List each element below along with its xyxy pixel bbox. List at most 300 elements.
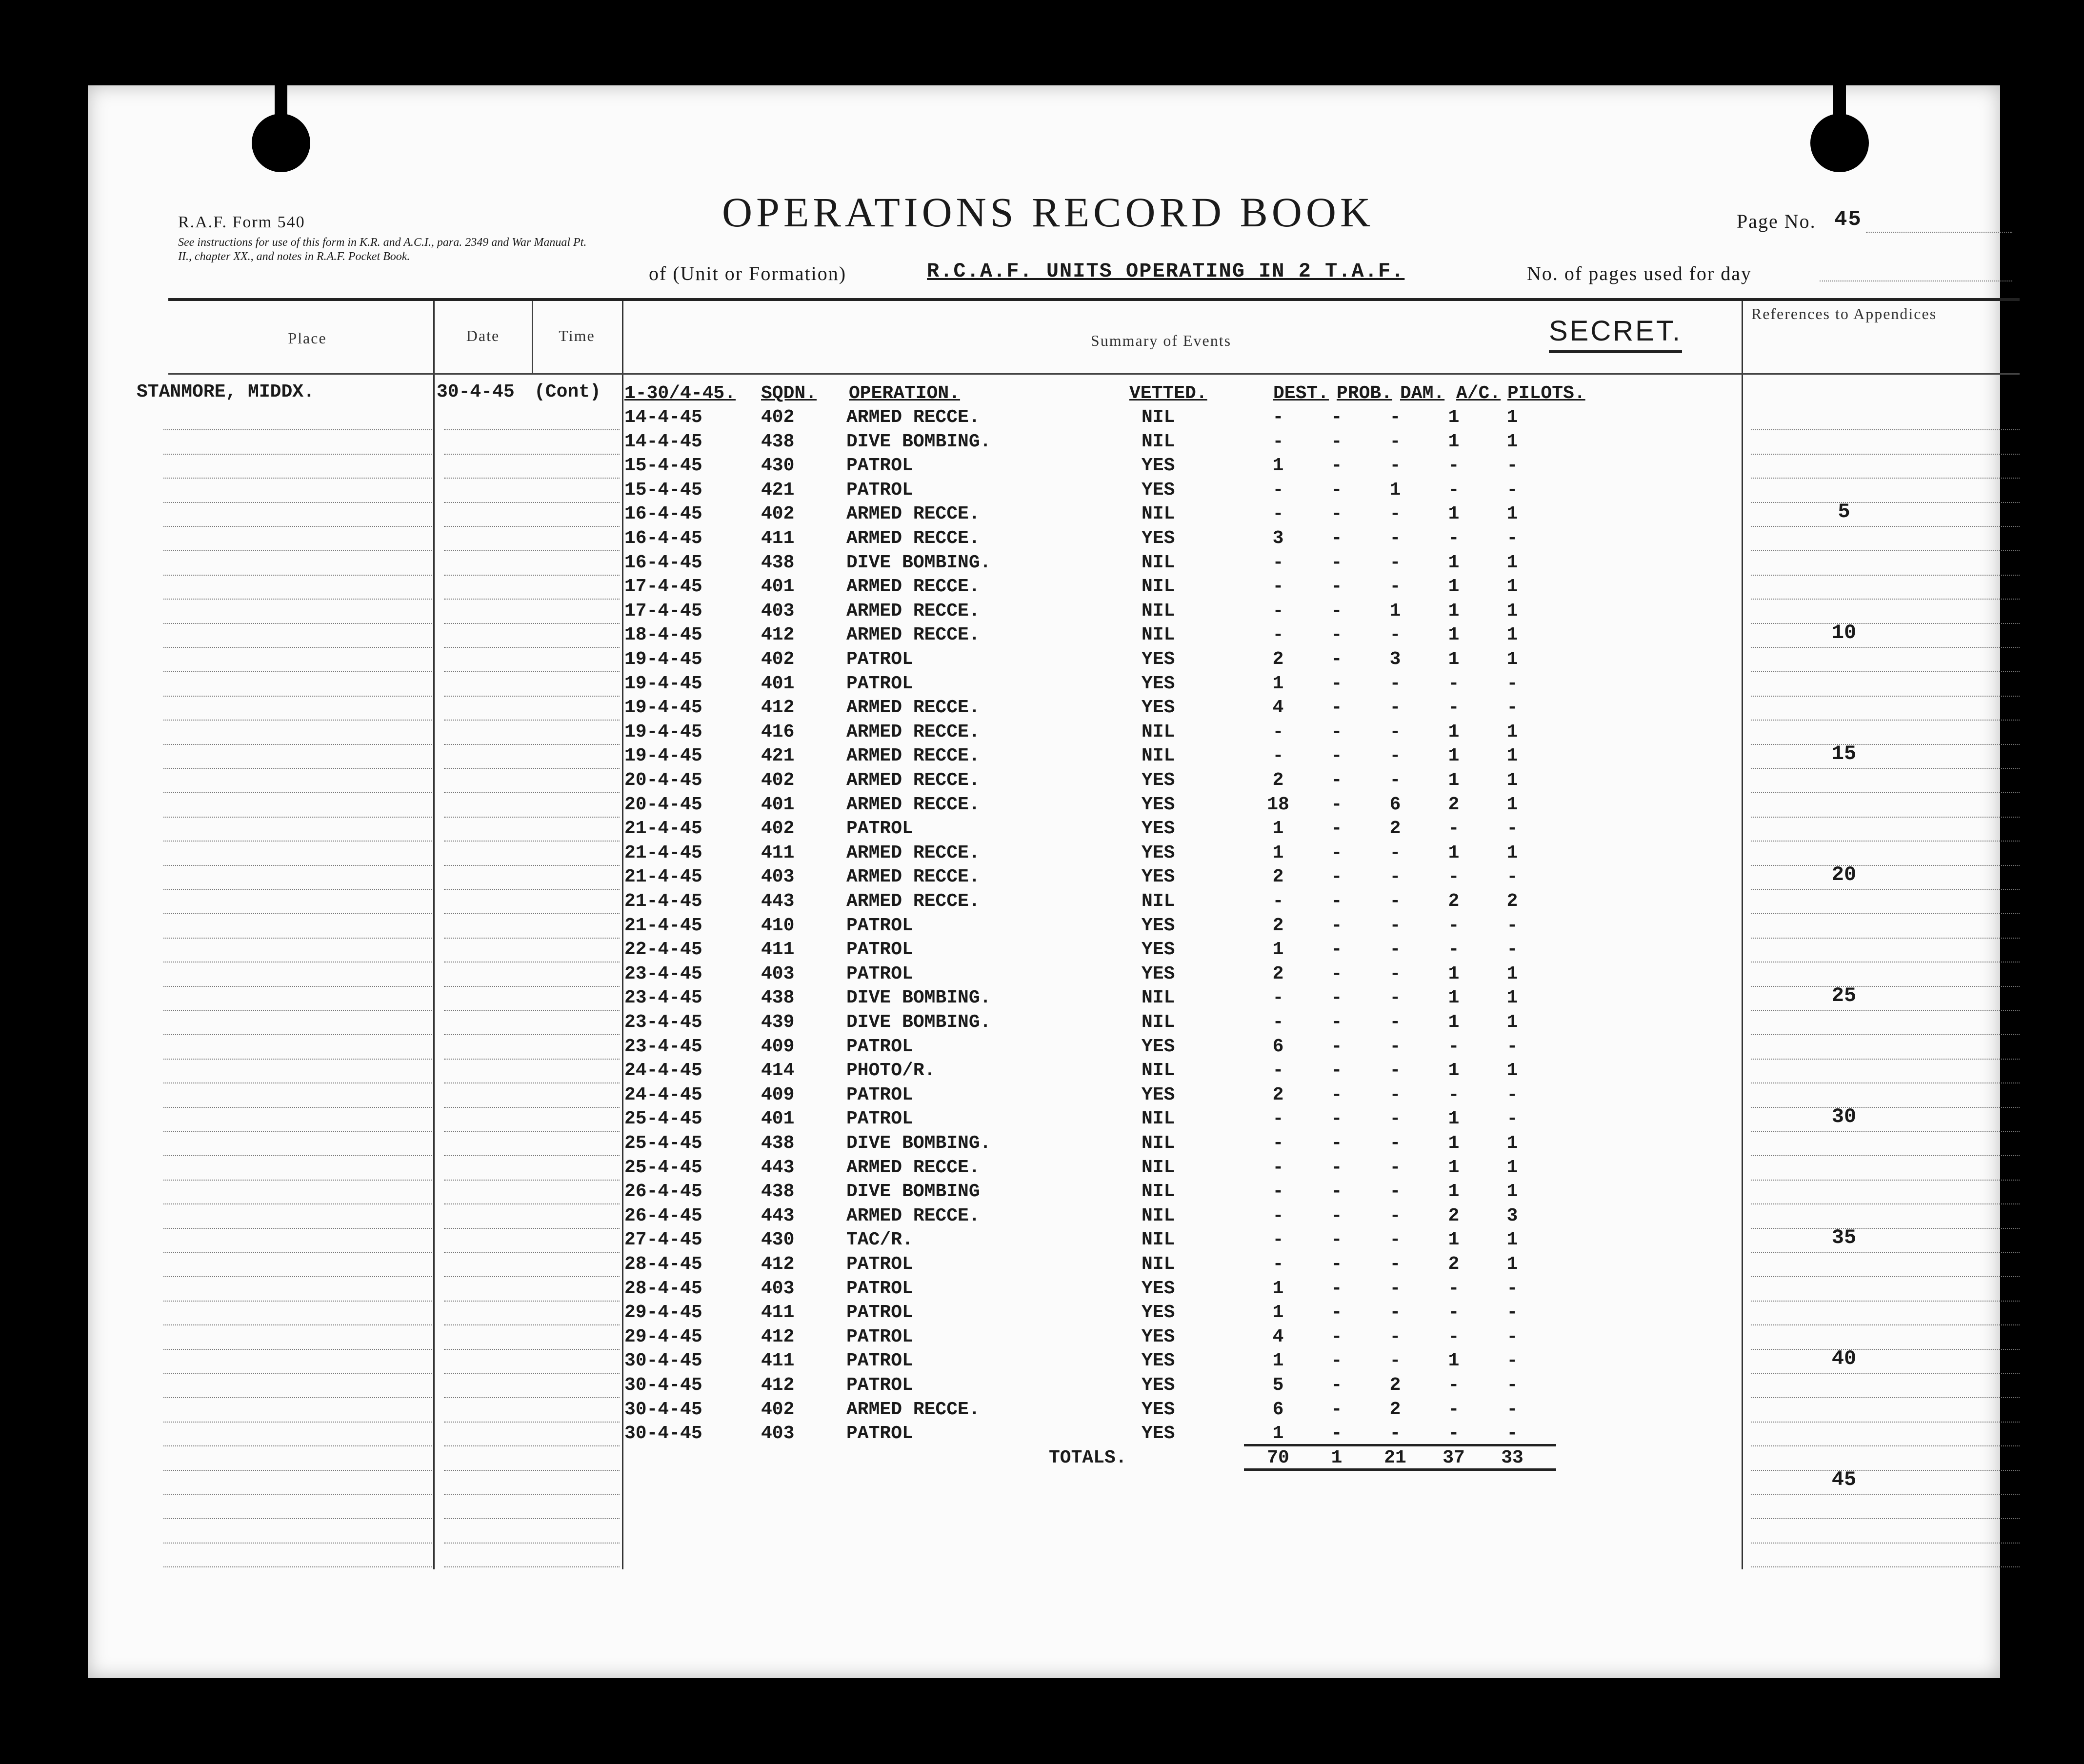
ruled-line [163, 1324, 432, 1325]
ruled-line [1751, 744, 2020, 745]
ruled-line [163, 526, 432, 527]
ruled-line [444, 1301, 620, 1302]
cell-vetted: NIL [1142, 1254, 1175, 1275]
cell-pilots: 1 [1506, 1254, 1518, 1275]
cell-sqdn: 402 [761, 1399, 795, 1420]
cell-ac: - [1448, 1326, 1460, 1347]
cell-vetted: NIL [1142, 1205, 1175, 1226]
header-operation: OPERATION. [849, 383, 961, 404]
cell-dest: 1 [1272, 1278, 1284, 1299]
cell-sqdn: 443 [761, 1205, 795, 1226]
ruled-line [1751, 720, 2020, 721]
cell-ac: 1 [1448, 431, 1460, 452]
cell-vetted: NIL [1142, 600, 1175, 621]
ruled-line [444, 1349, 620, 1350]
cell-sqdn: 411 [761, 1350, 795, 1372]
cell-sqdn: 403 [761, 1278, 795, 1299]
cell-pilots: 1 [1506, 1133, 1518, 1154]
header-vetted: VETTED. [1129, 383, 1207, 404]
ruled-line [1751, 671, 2020, 672]
ruled-line [1751, 647, 2020, 648]
ruled-line [163, 1180, 432, 1181]
ruled-line [444, 865, 620, 866]
cell-op: PATROL [846, 479, 913, 501]
header-ac: A/C. [1456, 383, 1501, 404]
cell-sqdn: 438 [761, 1181, 795, 1203]
ruled-line [444, 744, 620, 745]
cell-prob: - [1331, 528, 1343, 549]
cell-dam: - [1389, 770, 1401, 791]
cell-sqdn: 438 [761, 1133, 795, 1154]
cell-sqdn: 403 [761, 1423, 795, 1444]
cell-pilots: - [1506, 1326, 1518, 1347]
cell-dam: - [1389, 1181, 1401, 1203]
cell-op: PATROL [846, 1084, 913, 1105]
cell-dam: 2 [1389, 818, 1401, 840]
cell-pilots: - [1506, 1375, 1518, 1396]
cell-dest: 1 [1272, 1302, 1284, 1323]
cell-pilots: - [1506, 866, 1518, 888]
cell-date: 20-4-45 [624, 770, 702, 791]
cell-pilots: 1 [1506, 842, 1518, 863]
totals-dam: 21 [1384, 1447, 1406, 1468]
cell-vetted: YES [1142, 1350, 1175, 1372]
cell-sqdn: 412 [761, 624, 795, 646]
cell-prob: - [1331, 1254, 1343, 1275]
cell-sqdn: 421 [761, 479, 795, 501]
form-instructions: See instructions for use of this form in K.R. and A.C.I., para. 2349 and War Manual Pt. II., chapter XX., and notes in R.A.F. Pocket Book. [178, 236, 587, 263]
cell-pilots: 1 [1506, 963, 1518, 984]
cell-op: ARMED RECCE. [846, 721, 980, 742]
cell-date: 28-4-45 [624, 1254, 702, 1275]
cell-dam: - [1389, 697, 1401, 719]
cell-prob: - [1331, 1399, 1343, 1420]
cell-pilots: 1 [1506, 1157, 1518, 1178]
cell-dest: - [1272, 1205, 1284, 1226]
ruled-line [444, 599, 620, 600]
ruled-line [1751, 986, 2020, 987]
cell-vetted: NIL [1142, 624, 1175, 646]
cell-dam: - [1389, 455, 1401, 477]
ruled-line [163, 792, 432, 793]
ruled-line [1751, 889, 2020, 890]
ruled-line [444, 696, 620, 697]
cell-prob: - [1331, 431, 1343, 452]
ruled-line [1751, 938, 2020, 939]
cell-dam: - [1389, 528, 1401, 549]
header-dam: DAM. [1400, 383, 1445, 404]
ruled-line [444, 1203, 620, 1204]
cell-prob: - [1331, 1350, 1343, 1372]
cell-pilots: 1 [1506, 407, 1518, 428]
header-dest: DEST. [1273, 383, 1329, 404]
ruled-line [1751, 1518, 2020, 1519]
header-period: 1-30/4-45. [624, 383, 736, 404]
cell-ac: 1 [1448, 624, 1460, 646]
cell-date: 14-4-45 [624, 431, 702, 452]
ruled-line [163, 1445, 432, 1446]
cell-op: ARMED RECCE. [846, 624, 980, 646]
cell-ac: - [1448, 939, 1460, 961]
ruled-line [444, 768, 620, 769]
cell-date: 16-4-45 [624, 552, 702, 573]
cell-op: ARMED RECCE. [846, 407, 980, 428]
cell-op: PATROL [846, 1326, 913, 1347]
cell-prob: - [1331, 818, 1343, 840]
ruled-line [163, 647, 432, 648]
cell-prob: - [1331, 697, 1343, 719]
cell-ac: 1 [1448, 1181, 1460, 1203]
cell-prob: - [1331, 552, 1343, 573]
ruled-line [1751, 1059, 2020, 1060]
cell-sqdn: 402 [761, 503, 795, 525]
cell-op: ARMED RECCE. [846, 1157, 980, 1178]
ruled-line [163, 913, 432, 914]
cell-ac: - [1448, 1278, 1460, 1299]
cell-ac: 1 [1448, 407, 1460, 428]
ruled-line [444, 1155, 620, 1156]
cell-dest: 1 [1272, 939, 1284, 961]
ruled-line [1751, 1373, 2020, 1374]
cell-pilots: - [1506, 1278, 1518, 1299]
cell-vetted: YES [1142, 818, 1175, 840]
cell-dest: 1 [1272, 842, 1284, 863]
header-pilots: PILOTS. [1507, 383, 1585, 404]
cell-prob: - [1331, 1012, 1343, 1033]
cell-dest: - [1272, 600, 1284, 621]
ruled-line [163, 1228, 432, 1229]
cell-sqdn: 411 [761, 842, 795, 863]
cell-date: 20-4-45 [624, 794, 702, 815]
place-value: STANMORE, MIDDX. [137, 381, 315, 402]
ruled-line [444, 1131, 620, 1132]
cell-vetted: NIL [1142, 1133, 1175, 1154]
cell-dam: - [1389, 503, 1401, 525]
ruled-line [163, 696, 432, 697]
cell-op: PATROL [846, 939, 913, 961]
ruled-line [1751, 1397, 2020, 1398]
ruled-line [1751, 1276, 2020, 1277]
cell-vetted: NIL [1142, 431, 1175, 452]
cell-sqdn: 412 [761, 1375, 795, 1396]
cell-date: 21-4-45 [624, 891, 702, 912]
cell-date: 14-4-45 [624, 407, 702, 428]
cell-prob: - [1331, 1302, 1343, 1323]
cell-vetted: NIL [1142, 1060, 1175, 1082]
cell-pilots: 1 [1506, 1229, 1518, 1251]
cell-dest: - [1272, 987, 1284, 1009]
cell-dest: 6 [1272, 1399, 1284, 1420]
appendix-reference: 30 [1831, 1105, 1857, 1129]
cell-sqdn: 412 [761, 697, 795, 719]
ruled-line [444, 1010, 620, 1011]
cell-ac: 1 [1448, 1060, 1460, 1082]
cell-prob: - [1331, 891, 1343, 912]
cell-pilots: 1 [1506, 1060, 1518, 1082]
cell-date: 25-4-45 [624, 1108, 702, 1130]
ruled-line [444, 720, 620, 721]
ruled-line [444, 429, 620, 430]
ruled-line [1751, 502, 2020, 503]
cell-op: ARMED RECCE. [846, 697, 980, 719]
totals-bottom-rule [1244, 1468, 1556, 1471]
ruled-line [444, 1228, 620, 1229]
cell-dest: - [1272, 721, 1284, 742]
appendix-reference: 35 [1831, 1226, 1857, 1250]
secret-stamp: SECRET. [1549, 315, 1682, 353]
ruled-line [444, 841, 620, 842]
ruled-line [163, 865, 432, 866]
cell-prob: - [1331, 1326, 1343, 1347]
cell-dam: 6 [1389, 794, 1401, 815]
cell-op: PATROL [846, 649, 913, 670]
cell-date: 21-4-45 [624, 915, 702, 936]
cell-dest: - [1272, 745, 1284, 767]
ruled-line [163, 1276, 432, 1277]
ruled-line [444, 550, 620, 551]
cell-ac: - [1448, 1375, 1460, 1396]
cell-ac: 1 [1448, 1350, 1460, 1372]
cell-ac: - [1448, 915, 1460, 936]
cell-ac: 1 [1448, 842, 1460, 863]
cell-prob: - [1331, 673, 1343, 694]
ruled-line [163, 1082, 432, 1083]
cell-prob: - [1331, 1205, 1343, 1226]
cell-sqdn: 443 [761, 891, 795, 912]
ruled-line [1751, 1252, 2020, 1253]
cell-op: ARMED RECCE. [846, 745, 980, 767]
cell-ac: 1 [1448, 770, 1460, 791]
cell-dest: - [1272, 1229, 1284, 1251]
totals-ac: 37 [1443, 1447, 1465, 1468]
cell-dest: - [1272, 479, 1284, 501]
cell-dam: - [1389, 1133, 1401, 1154]
cell-date: 26-4-45 [624, 1181, 702, 1203]
ruled-line [444, 526, 620, 527]
appendix-reference: 5 [1838, 500, 1850, 524]
ruled-line [1751, 1445, 2020, 1446]
cell-op: ARMED RECCE. [846, 600, 980, 621]
cell-sqdn: 412 [761, 1326, 795, 1347]
ruled-line [163, 1543, 432, 1544]
cell-ac: 1 [1448, 649, 1460, 670]
cell-sqdn: 403 [761, 963, 795, 984]
cell-pilots: 1 [1506, 721, 1518, 742]
cell-op: ARMED RECCE. [846, 1399, 980, 1420]
ruled-line [163, 671, 432, 672]
appendix-reference: 40 [1831, 1347, 1857, 1371]
cell-sqdn: 438 [761, 987, 795, 1009]
cell-prob: - [1331, 455, 1343, 477]
cell-date: 21-4-45 [624, 866, 702, 888]
ruled-line [444, 478, 620, 479]
cell-sqdn: 401 [761, 794, 795, 815]
ruled-line [444, 986, 620, 987]
cell-date: 18-4-45 [624, 624, 702, 646]
cell-dam: - [1389, 1229, 1401, 1251]
cell-sqdn: 401 [761, 1108, 795, 1130]
cell-sqdn: 430 [761, 1229, 795, 1251]
cell-vetted: YES [1142, 1423, 1175, 1444]
ruled-line [163, 1566, 432, 1567]
ruled-line [1751, 599, 2020, 600]
cell-dam: - [1389, 1060, 1401, 1082]
ruled-line [1751, 1131, 2020, 1132]
cell-pilots: - [1506, 1036, 1518, 1057]
cell-ac: 1 [1448, 1012, 1460, 1033]
cell-pilots: - [1506, 1302, 1518, 1323]
column-divider [532, 301, 533, 374]
cell-dam: - [1389, 1108, 1401, 1130]
cell-dest: 18 [1267, 794, 1289, 815]
ruled-line [444, 1470, 620, 1471]
cell-vetted: YES [1142, 455, 1175, 477]
cell-vetted: NIL [1142, 407, 1175, 428]
cell-op: ARMED RECCE. [846, 891, 980, 912]
ruled-line [163, 744, 432, 745]
totals-label: TOTALS. [1049, 1447, 1127, 1468]
cell-vetted: NIL [1142, 1108, 1175, 1130]
cell-dam: 1 [1389, 600, 1401, 621]
cell-vetted: YES [1142, 528, 1175, 549]
cell-prob: - [1331, 1060, 1343, 1082]
cell-op: PATROL [846, 455, 913, 477]
cell-vetted: NIL [1142, 1157, 1175, 1178]
ruled-line [163, 1301, 432, 1302]
cell-pilots: 1 [1506, 745, 1518, 767]
cell-dest: 2 [1272, 649, 1284, 670]
unit-value: R.C.A.F. UNITS OPERATING IN 2 T.A.F. [927, 260, 1405, 283]
ruled-line [444, 623, 620, 624]
ruled-line [163, 986, 432, 987]
cell-date: 21-4-45 [624, 818, 702, 840]
cell-ac: 1 [1448, 576, 1460, 598]
cell-dest: 2 [1272, 866, 1284, 888]
cell-sqdn: 402 [761, 649, 795, 670]
ruled-line [1751, 1180, 2020, 1181]
cell-ac: - [1448, 1302, 1460, 1323]
cell-dam: - [1389, 1326, 1401, 1347]
cell-pilots: - [1506, 528, 1518, 549]
cell-dest: - [1272, 431, 1284, 452]
cell-dest: - [1272, 624, 1284, 646]
appendix-reference: 20 [1831, 863, 1857, 887]
cell-dam: - [1389, 1084, 1401, 1105]
cell-op: PATROL [846, 818, 913, 840]
cell-vetted: NIL [1142, 1012, 1175, 1033]
cell-ac: - [1448, 528, 1460, 549]
cell-date: 17-4-45 [624, 600, 702, 621]
cell-dest: 5 [1272, 1375, 1284, 1396]
ruled-line [444, 1566, 620, 1567]
cell-op: ARMED RECCE. [846, 794, 980, 815]
binder-hole-left [252, 114, 310, 172]
cell-sqdn: 439 [761, 1012, 795, 1033]
ruled-line [163, 550, 432, 551]
cell-dam: - [1389, 1302, 1401, 1323]
cell-vetted: YES [1142, 1399, 1175, 1420]
cell-vetted: YES [1142, 866, 1175, 888]
cell-sqdn: 438 [761, 431, 795, 452]
cell-dest: - [1272, 1157, 1284, 1178]
cell-sqdn: 401 [761, 673, 795, 694]
ruled-line [163, 454, 432, 455]
cell-sqdn: 421 [761, 745, 795, 767]
cell-vetted: YES [1142, 1326, 1175, 1347]
cell-date: 16-4-45 [624, 528, 702, 549]
ruled-line [163, 1470, 432, 1471]
ruled-line [163, 502, 432, 503]
page-no-value: 45 [1834, 207, 1862, 232]
cell-sqdn: 403 [761, 600, 795, 621]
cell-op: DIVE BOMBING. [846, 1012, 991, 1033]
cell-ac: 2 [1448, 1254, 1460, 1275]
cell-prob: - [1331, 1423, 1343, 1444]
cell-dam: - [1389, 1254, 1401, 1275]
cell-sqdn: 430 [761, 455, 795, 477]
cell-sqdn: 403 [761, 866, 795, 888]
cell-pilots: - [1506, 939, 1518, 961]
cell-date: 24-4-45 [624, 1084, 702, 1105]
cell-dam: - [1389, 963, 1401, 984]
cell-dam: - [1389, 673, 1401, 694]
cell-op: PATROL [846, 1350, 913, 1372]
cell-prob: - [1331, 842, 1343, 863]
cell-dest: - [1272, 1060, 1284, 1082]
cell-op: DIVE BOMBING. [846, 987, 991, 1009]
ruled-line [163, 1397, 432, 1398]
cell-dam: - [1389, 576, 1401, 598]
ruled-line [444, 1180, 620, 1181]
cell-prob: - [1331, 600, 1343, 621]
cell-pilots: 1 [1506, 1181, 1518, 1203]
ruled-line [163, 1203, 432, 1204]
cell-dam: - [1389, 552, 1401, 573]
ruled-line [444, 502, 620, 503]
ruled-line [163, 938, 432, 939]
ruled-line [444, 1252, 620, 1253]
cell-vetted: NIL [1142, 891, 1175, 912]
header-prob: PROB. [1337, 383, 1393, 404]
totals-pilots: 33 [1501, 1447, 1523, 1468]
cell-vetted: YES [1142, 1036, 1175, 1057]
cell-dam: 1 [1389, 479, 1401, 501]
ruled-line [1751, 575, 2020, 576]
cell-dam: - [1389, 624, 1401, 646]
cell-prob: - [1331, 649, 1343, 670]
ruled-line [1751, 1034, 2020, 1035]
cell-vetted: NIL [1142, 1229, 1175, 1251]
cell-pilots: 1 [1506, 503, 1518, 525]
cell-ac: 2 [1448, 794, 1460, 815]
cell-sqdn: 409 [761, 1036, 795, 1057]
ruled-line [1751, 865, 2020, 866]
cell-dest: - [1272, 1108, 1284, 1130]
page-no-label: Page No. [1737, 210, 1816, 232]
cell-prob: - [1331, 721, 1343, 742]
column-divider [433, 301, 435, 1569]
cell-pilots: 1 [1506, 431, 1518, 452]
ruled-line [163, 1373, 432, 1374]
ruled-line [1751, 1470, 2020, 1471]
cell-dam: - [1389, 745, 1401, 767]
ruled-line [163, 720, 432, 721]
totals-top-rule [1244, 1444, 1556, 1446]
time-value: (Cont) [534, 381, 601, 402]
cell-op: PATROL [846, 915, 913, 936]
cell-pilots: - [1506, 455, 1518, 477]
cell-pilots: 1 [1506, 1012, 1518, 1033]
